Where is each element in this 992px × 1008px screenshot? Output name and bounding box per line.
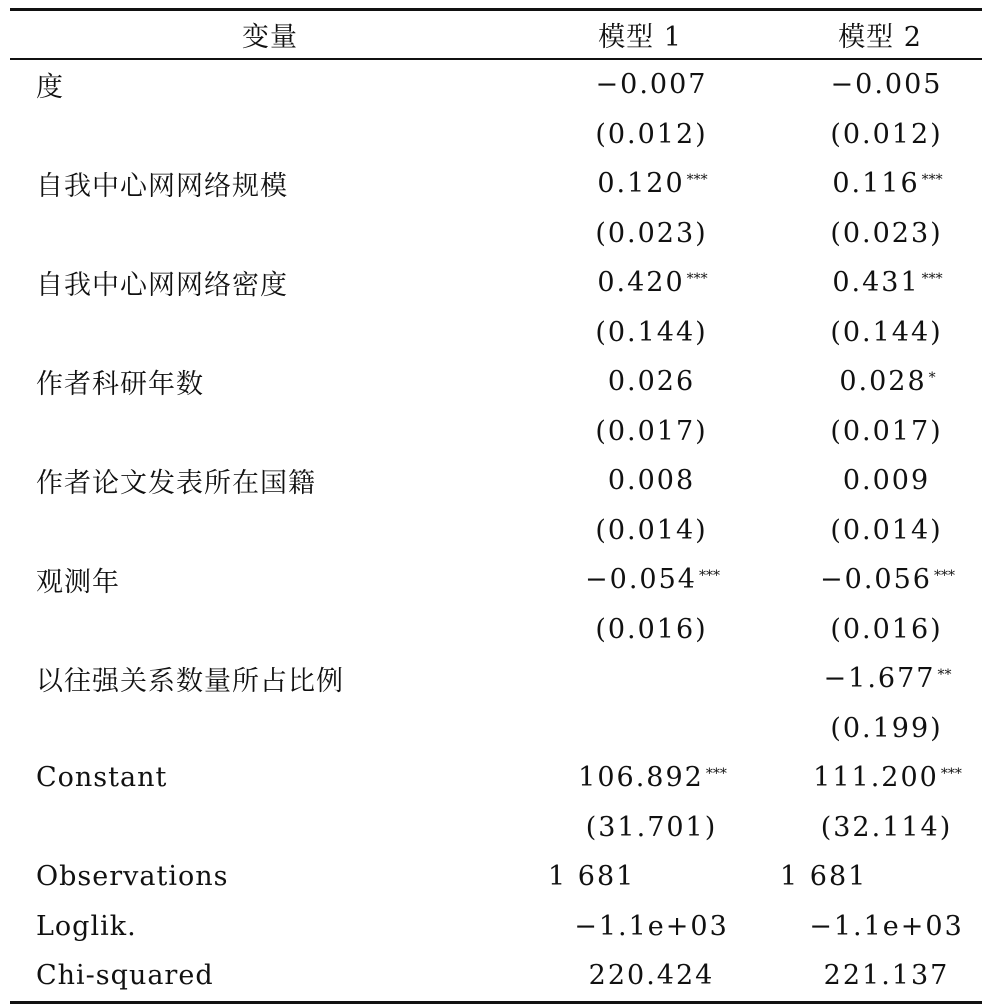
coefficient: (32.114) [820, 811, 953, 843]
model-1-value [560, 605, 745, 655]
row-label: Constant [36, 762, 168, 794]
significance-stars: *** [921, 270, 943, 287]
model-1-value [560, 704, 745, 754]
table-row [10, 605, 982, 655]
row-label: 自我中心网网络密度 [36, 270, 288, 302]
table-row [10, 902, 982, 952]
model-1-value [560, 902, 745, 952]
model-1-value [560, 357, 745, 407]
coefficient: 1 681 [780, 861, 868, 893]
significance-stars: ** [937, 666, 952, 683]
model-2-value [780, 852, 965, 902]
model-1-value [560, 803, 745, 853]
coefficient: −1.677 [823, 663, 936, 695]
header-model-2: 模型 2 [838, 22, 922, 53]
table-row [10, 407, 982, 457]
model-2-value [795, 60, 980, 110]
significance-stars: *** [686, 270, 708, 287]
header-variable: 变量 [242, 22, 298, 53]
model-1-value [560, 110, 745, 160]
model-2-value [795, 308, 980, 358]
model-2-value [795, 258, 980, 308]
table-row [10, 852, 982, 902]
coefficient: 0.028 [839, 366, 927, 398]
coefficient: (0.012) [830, 118, 943, 150]
table-row [10, 555, 982, 605]
coefficient: (0.023) [595, 217, 708, 249]
model-2-value [795, 555, 980, 605]
row-label: 以往强关系数量所占比例 [36, 666, 344, 698]
table-row [10, 506, 982, 556]
coefficient: −0.056 [820, 564, 932, 596]
coefficient: (0.012) [595, 118, 708, 150]
table-row [10, 258, 982, 308]
coefficient: 220.424 [588, 960, 715, 992]
model-2-value [795, 209, 980, 259]
row-label: 度 [36, 72, 64, 104]
model-1-value [560, 951, 745, 1001]
table-row [10, 753, 982, 803]
model-1-value [560, 407, 745, 457]
model-1-value [560, 258, 745, 308]
coefficient: 1 681 [548, 861, 636, 893]
header-model-1: 模型 1 [598, 22, 682, 53]
model-2-value [795, 357, 980, 407]
coefficient: 106.892 [578, 762, 704, 794]
row-label: Observations [36, 861, 229, 893]
coefficient: (0.144) [830, 316, 943, 348]
row-label: 观测年 [36, 567, 120, 599]
model-2-value [795, 506, 980, 556]
model-1-value [560, 308, 745, 358]
model-2-value [795, 110, 980, 160]
table-row [10, 209, 982, 259]
coefficient: (0.016) [830, 613, 943, 645]
model-2-value [795, 951, 980, 1001]
model-2-value [795, 456, 980, 506]
model-2-value [795, 407, 980, 457]
coefficient: 221.137 [823, 960, 950, 992]
model-2-value [795, 803, 980, 853]
coefficient: (0.017) [595, 415, 708, 447]
coefficient: 111.200 [813, 762, 939, 794]
coefficient: 0.120 [597, 168, 685, 200]
model-2-value [795, 704, 980, 754]
coefficient: 0.420 [597, 267, 685, 299]
coefficient: 0.026 [607, 366, 696, 398]
table-row [10, 704, 982, 754]
coefficient: −1.1e+03 [574, 910, 729, 942]
table-row [10, 60, 982, 110]
coefficient: 0.116 [832, 168, 920, 200]
row-label: Loglik. [36, 910, 137, 942]
coefficient: (31.701) [585, 811, 718, 843]
significance-stars: *** [933, 567, 955, 584]
coefficient: −0.005 [830, 69, 943, 101]
table-row [10, 357, 982, 407]
model-2-value [795, 605, 980, 655]
table-row [10, 159, 982, 209]
coefficient: (0.014) [830, 514, 943, 546]
model-1-value [560, 209, 745, 259]
row-label: Chi-squared [36, 960, 214, 992]
significance-stars: * [928, 369, 936, 386]
coefficient: −1.1e+03 [809, 910, 964, 942]
model-2-value [795, 902, 980, 952]
table-bottom-rule [10, 1001, 982, 1004]
model-1-value [560, 60, 745, 110]
table-row [10, 110, 982, 160]
coefficient: (0.199) [830, 712, 943, 744]
significance-stars: *** [940, 765, 962, 782]
model-1-value [560, 159, 745, 209]
model-1-value [560, 555, 745, 605]
row-label: 作者科研年数 [36, 369, 204, 401]
coefficient: (0.014) [595, 514, 708, 546]
coefficient: −0.007 [595, 69, 708, 101]
model-1-value [560, 753, 745, 803]
coefficient: (0.023) [830, 217, 943, 249]
coefficient: 0.009 [842, 465, 931, 497]
table-row [10, 308, 982, 358]
table-row [10, 951, 982, 1001]
model-1-value [560, 654, 745, 704]
row-label: 自我中心网网络规模 [36, 171, 288, 203]
significance-stars: *** [686, 171, 708, 188]
model-2-value [795, 159, 980, 209]
coefficient: −0.054 [585, 564, 697, 596]
coefficient: 0.431 [832, 267, 920, 299]
table-row [10, 456, 982, 506]
significance-stars: *** [698, 567, 720, 584]
row-label: 作者论文发表所在国籍 [36, 468, 316, 500]
table-row [10, 654, 982, 704]
model-1-value [560, 456, 745, 506]
model-2-value [795, 753, 980, 803]
table-header [10, 11, 982, 58]
coefficient: (0.144) [595, 316, 708, 348]
model-1-value [548, 852, 733, 902]
model-1-value [560, 506, 745, 556]
coefficient: (0.017) [830, 415, 943, 447]
significance-stars: *** [921, 171, 943, 188]
significance-stars: *** [705, 765, 727, 782]
coefficient: (0.016) [595, 613, 708, 645]
coefficient: 0.008 [607, 465, 696, 497]
table-row [10, 803, 982, 853]
model-2-value [795, 654, 980, 704]
